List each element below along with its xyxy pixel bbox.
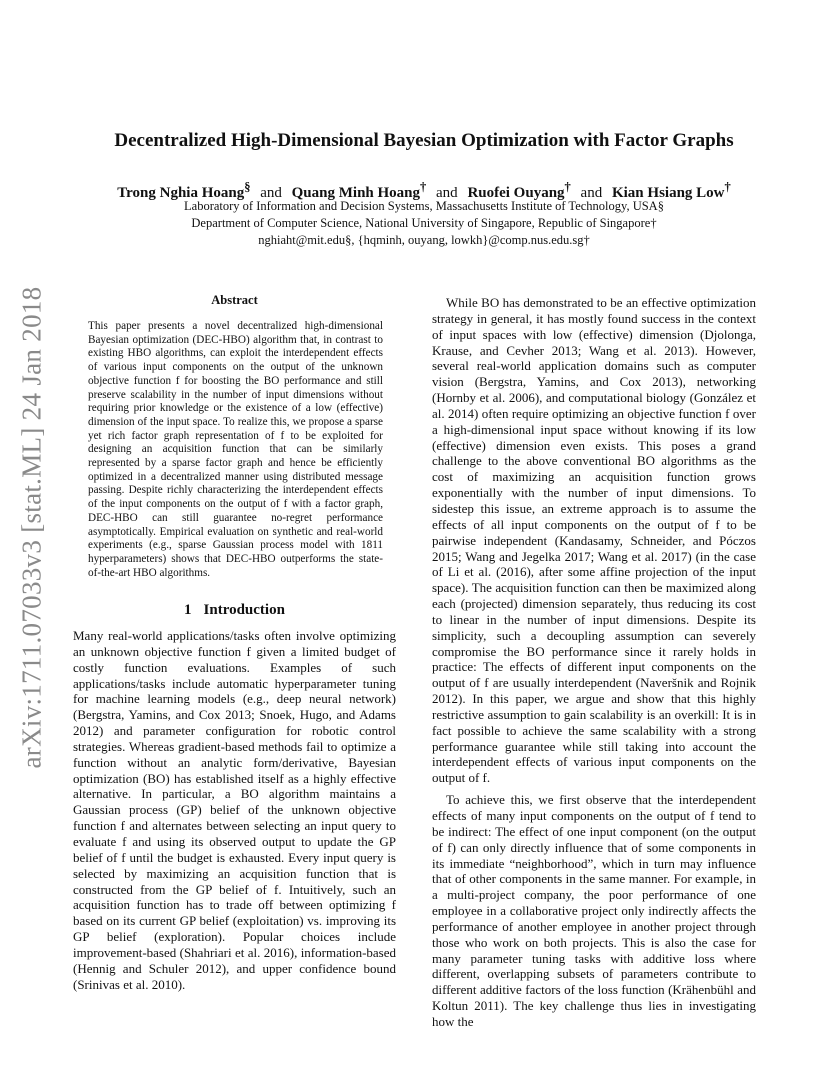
left-column-body <box>73 628 396 992</box>
author-separator: and <box>436 185 458 201</box>
section-heading-introduction <box>73 602 396 619</box>
abstract-text: This paper presents a novel decentralized high-dimensional Bayesian optimization (DEC-HBO) algorithm that, in contrast to existing HBO algorithms, can exploit the interdependent effects of various input components on the output of the unknown objective function f for boosting the BO performance and still preserve scalability in the number of input dimensions without requiring prior knowledge or the existence of a low (effective) dimension of the input space. To realize this, we propose a sparse yet rich factor graph representation of f to be exploited for designing an acquisition function that can be similarly represented by a sparse factor graph and hence be efficiently optimized in a decentralized manner using distributed message passing. Despite richly characterizing the interdependent effects of the input components on the output of f with a factor graph, DEC-HBO can still guarantee no-regret performance asymptotically. Empirical evaluation on synthetic and real-world experiments (e.g., sparse Gaussian process model with 1811 hyperparameters) shows that DEC-HBO outperforms the state-of-the-art HBO algorithms. <box>88 320 383 579</box>
author-emails: nghiaht@mit.edu§, {hqminh, ouyang, lowkh}@comp.nus.edu.sg† <box>258 233 590 247</box>
author-separator: and <box>260 185 282 201</box>
intro-paragraph-3: To achieve this, we first observe that the interdependent effects of many input components on the output of f tend to be indirect: The effect of one input component (on the output of f) can only directly influence that of some components in its immediate “neighborhood”, which in turn may influence that of other components in the same manner. For example, in a multi-project company, the poor performance of one employee in a collaborative project only indirectly affects the performance of another employee in another project through those who work on both projects. This is also the case for many parameter tuning tasks with additive loss where different, overlapping subsets of parameters contribute to different additive factors of the loss function (Krähenbühl and Koltun 2011). The key challenge thus lies in investigating how the <box>432 792 756 1029</box>
author-name: Ruofei Ouyang <box>467 185 565 201</box>
right-column-body <box>432 295 756 1030</box>
section-title: Introduction <box>203 602 285 618</box>
affiliation-nus: Department of Computer Science, National University of Singapore, Republic of Singapore† <box>191 216 657 230</box>
author-mark: † <box>564 180 571 194</box>
author-name: Trong Nghia Hoang <box>117 185 245 201</box>
intro-paragraph-1: Many real-world applications/tasks often involve optimizing an unknown objective function f given a limited budget of costly function evaluations. Examples of such applications/tasks include automatic hyperparameter tuning for machine learning models (e.g., deep neural network) (Bergstra, Yamins, and Cox 2013; Snoek, Hugo, and Adams 2012) and parameter configuration for robotic control strategies. Whereas gradient-based methods fail to optimize a function without an analytic form/derivative, Bayesian optimization (BO) has established itself as a highly effective alternative. In particular, a BO algorithm maintains a Gaussian process (GP) belief of the unknown objective function f and alternates between selecting an input query to evaluate f and using its observed output to update the GP belief of f until the budget is exhausted. Every input query is selected by maximizing an acquisition function that is constructed from the GP belief of f. Intuitively, such an acquisition function has to trade off between optimizing f based on its current GP belief (exploitation) vs. improving its GP belief (exploration). Popular choices include improvement-based (Shahriari et al. 2016), information-based (Hennig and Schuler 2012), and upper confidence bound (Srinivas et al. 2010). <box>73 628 396 992</box>
arxiv-identifier-stamp <box>10 287 54 767</box>
author-separator: and <box>580 185 603 201</box>
abstract-heading: Abstract <box>211 293 258 307</box>
author-mark: † <box>420 180 427 194</box>
paper-title: Decentralized High-Dimensional Bayesian Optimization with Factor Graphs <box>114 130 734 151</box>
arxiv-id-text: arXiv:1711.07033v3 [stat.ML] 24 Jan 2018 <box>16 286 47 768</box>
affiliation-mit: Laboratory of Information and Decision Systems, Massachusetts Institute of Technology, USA§ <box>184 199 664 213</box>
author-mark: † <box>724 180 731 194</box>
intro-paragraph-2: While BO has demonstrated to be an effective optimization strategy in general, it has mostly found success in the context of input spaces with low (effective) dimension (Djolonga, Krause, and Cevher 2013; Wang et al. 2013). However, several real-world application domains such as computer vision (Bergstra, Yamins, and Cox 2013), networking (Hornby et al. 2006), and computational biology (González et al. 2014) often require optimizing an objective function f over a high-dimensional input space without knowing if its low (effective) dimension even exists. This poses a grand challenge to the above conventional BO algorithms as the cost of maximizing an acquisition function grows exponentially with the number of input dimensions. To sidestep this issue, an extreme approach is to assume the effects of all input components on the output of f to be pairwise independent (Kandasamy, Schneider, and Póczos 2015; Wang and Jegelka 2017; Wang et al. 2017) (in the case of Li et al. (2016), after some affine projection of the input space). The acquisition function can then be maximized along each (projected) dimension separately, thus reducing its cost to linear in the number of input dimensions. Despite its simplicity, such a decoupling assumption can severely compromise the BO performance since it rarely holds in practice: The effects of different input components on the output of f are usually interdependent (Naveršnik and Rojnik 2012). In this paper, we argue and show that this highly restrictive assumption to gain scalability is an overkill: It is in fact possible to achieve the same scalability with a strong performance guarantee while still taking into account the interdependent effects of various input components on the output of f. <box>432 295 756 786</box>
author-name: Kian Hsiang Low <box>611 185 725 201</box>
author-name: Quang Minh Hoang <box>291 185 421 201</box>
section-number: 1 <box>184 602 192 618</box>
author-mark: § <box>244 180 251 194</box>
